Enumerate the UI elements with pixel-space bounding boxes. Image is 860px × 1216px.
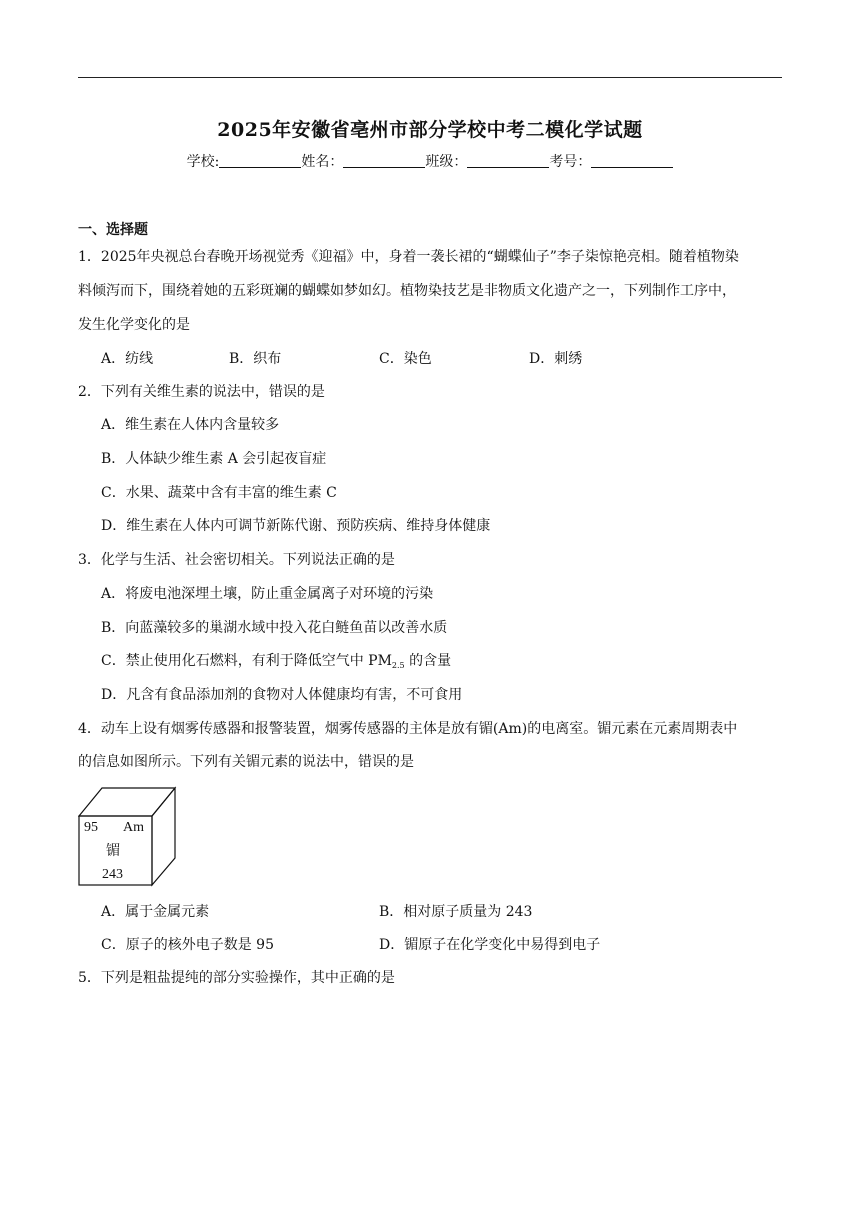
q2-option-c: C．水果、蔬菜中含有丰富的维生素 C (101, 485, 337, 501)
q2-option-b: B．人体缺少维生素 A 会引起夜盲症 (101, 451, 327, 467)
q1-line-1: 1．2025年央视总台春晚开场视觉秀《迎福》中，身着一袭长裙的“蝴蝶仙子”李子柒惊艳亮相。随着植物染 (78, 249, 739, 265)
q4-option-a: A．属于金属元素 (101, 904, 210, 920)
q4-option-b: B．相对原子质量为 243 (379, 904, 533, 920)
q3-option-d: D．凡含有食品添加剂的食物对人体健康均有害，不可食用 (101, 687, 463, 703)
q3-stem: 3．化学与生活、社会密切相关。下列说法正确的是 (78, 552, 395, 568)
class-blank[interactable] (467, 153, 549, 168)
atomic-mass: 243 (102, 867, 123, 882)
school-blank[interactable] (219, 153, 301, 168)
element-symbol: Am (123, 820, 144, 835)
q3-option-c-tail: 的含量 (404, 653, 452, 669)
page-title: 2025年安徽省亳州市部分学校中考二模化学试题 (217, 119, 643, 141)
exam-number-label: 考号： (549, 154, 592, 170)
q4-line-2: 的信息如图所示。下列有关镅元素的说法中，错误的是 (78, 754, 414, 770)
cube-side-face (152, 788, 175, 885)
name-label: 姓名： (301, 154, 344, 170)
element-name: 镅 (106, 844, 120, 859)
element-card-figure (78, 786, 178, 888)
atomic-number: 95 (84, 820, 98, 835)
header-rule (78, 77, 782, 78)
pm-subscript: 2.5 (391, 661, 405, 670)
q4-option-d: D．镅原子在化学变化中易得到电子 (379, 937, 601, 953)
school-label: 学校: (186, 154, 220, 170)
q3-option-b: B．向蓝藻较多的巢湖水域中投入花白鲢鱼苗以改善水质 (101, 620, 448, 636)
q1-line-3: 发生化学变化的是 (78, 317, 190, 333)
q1-option-b: B．织布 (229, 351, 282, 367)
q3-option-c (101, 651, 451, 676)
section-heading: 一、选择题 (78, 222, 148, 238)
q3-option-a: A．将废电池深埋土壤，防止重金属离子对环境的污染 (101, 586, 434, 602)
class-label: 班级： (425, 154, 468, 170)
q1-option-a: A．纺线 (101, 351, 154, 367)
student-info-row (0, 151, 860, 171)
q5-stem: 5．下列是粗盐提纯的部分实验操作，其中正确的是 (78, 970, 395, 986)
q4-line-1: 4．动车上设有烟雾传感器和报警装置，烟雾传感器的主体是放有镅(Am)的电离室。镅元素在元素周期表中 (78, 721, 738, 737)
q2-option-d: D．维生素在人体内可调节新陈代谢、预防疾病、维持身体健康 (101, 518, 491, 534)
name-blank[interactable] (343, 153, 425, 168)
q1-option-c: C．染色 (379, 351, 432, 367)
q3-option-c-text: C．禁止使用化石燃料，有利于降低空气中 PM (101, 653, 392, 669)
q1-option-d: D．刺绣 (529, 351, 583, 367)
q1-line-2: 料倾泻而下，围绕着她的五彩斑斓的蝴蝶如梦如幻。植物染技艺是非物质文化遗产之一，下列制作工序中， (78, 283, 736, 299)
exam-number-blank[interactable] (591, 153, 673, 168)
q2-option-a: A．维生素在人体内含量较多 (101, 417, 280, 433)
q2-stem: 2．下列有关维生素的说法中，错误的是 (78, 384, 325, 400)
q4-option-c: C．原子的核外电子数是 95 (101, 937, 274, 953)
cube-top-face (79, 788, 175, 816)
